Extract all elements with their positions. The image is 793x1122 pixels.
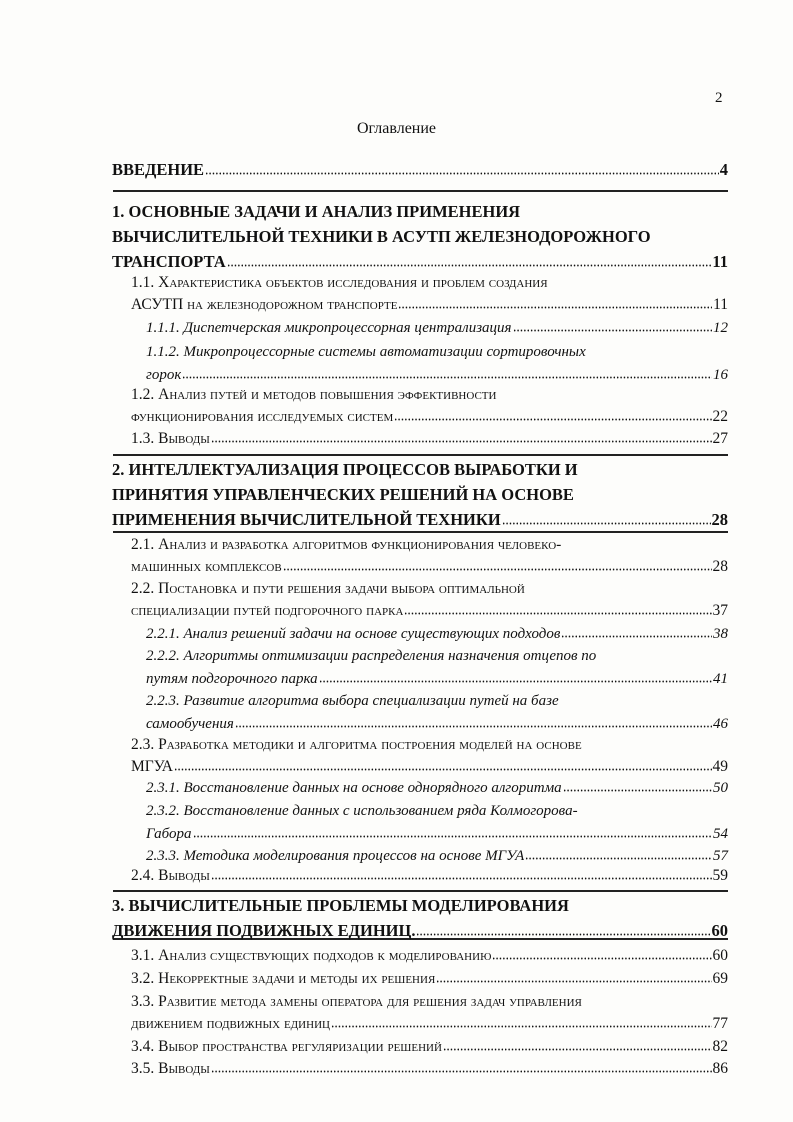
- toc-chapter[interactable]: [112, 893, 728, 943]
- dot-leader: [502, 513, 711, 525]
- toc-section[interactable]: [131, 428, 728, 450]
- toc-entry-final-line: [112, 918, 728, 943]
- toc-entry-text: АСУТП на железнодорожном транспорте: [131, 296, 398, 313]
- toc-page-number: 49: [712, 758, 728, 775]
- toc-subsection[interactable]: [146, 690, 728, 735]
- toc-entry-final-line: [146, 777, 728, 800]
- toc-entry-text: 3.5. Выводы: [131, 1060, 210, 1077]
- toc-page-number: 27: [712, 430, 728, 447]
- toc-entry-final-line: [112, 507, 728, 532]
- toc-entry-text: движением подвижных единиц: [131, 1015, 330, 1032]
- toc-entry-final-line: [131, 865, 728, 887]
- toc-entry-text: 3.4. Выбор пространства регуляризации решений: [131, 1038, 442, 1055]
- toc-page-number: 37: [712, 602, 728, 619]
- toc-entry-text: ПРИМЕНЕНИЯ ВЫЧИСЛИТЕЛЬНОЙ ТЕХНИКИ: [112, 510, 501, 529]
- dot-leader: [211, 869, 712, 880]
- toc-entry-final-line: [146, 823, 728, 846]
- dot-leader: [436, 972, 711, 983]
- toc-entry-final-line: [131, 1058, 728, 1080]
- toc-page-number: 38: [713, 626, 728, 642]
- dot-leader: [561, 628, 712, 639]
- toc-entry-text: МГУА: [131, 758, 173, 775]
- toc-entry-final-line: [146, 623, 728, 646]
- toc-section[interactable]: [131, 945, 728, 967]
- toc-entry-text: 2.3.3. Методика моделирования процессов на основе МГУА: [146, 848, 525, 864]
- toc-entry-text: ТРАНСПОРТА: [112, 252, 226, 271]
- toc-entry-final-line: [131, 428, 728, 450]
- toc-page-number: 60: [712, 947, 728, 964]
- toc-section[interactable]: [131, 865, 728, 887]
- toc-entry-text: 3.2. Некорректные задачи и методы их решения: [131, 970, 436, 987]
- dot-leader: [398, 298, 712, 309]
- dot-leader: [443, 1040, 712, 1051]
- toc-page-number: 11: [712, 252, 728, 271]
- toc-section[interactable]: [131, 1036, 728, 1058]
- dot-leader: [525, 850, 712, 861]
- toc-page-number: 60: [711, 921, 728, 940]
- toc-entry-text: 3.1. Анализ существующих подходов к моделированию: [131, 947, 492, 964]
- toc-entry-final-line: [146, 668, 728, 691]
- toc-section[interactable]: [131, 578, 728, 622]
- toc-page-number: 86: [712, 1060, 728, 1077]
- toc-entry-text: ПРИНЯТИЯ УПРАВЛЕНЧЕСКИХ РЕШЕНИЙ НА ОСНОВЕ: [112, 485, 574, 504]
- toc-page-number: 16: [713, 366, 728, 383]
- toc-entry-final-line: [146, 713, 728, 736]
- toc-entry-text: самообучения: [146, 715, 234, 732]
- toc-section[interactable]: [131, 272, 728, 316]
- toc-entry-text: 2.4. Выводы: [131, 867, 210, 884]
- toc-entry-text: ВЫЧИСЛИТЕЛЬНОЙ ТЕХНИКИ В АСУТП ЖЕЛЕЗНОДОРОЖНОГО: [112, 227, 651, 246]
- dot-leader: [492, 949, 711, 960]
- toc-section[interactable]: [131, 1058, 728, 1080]
- toc-page-number: 54: [713, 825, 728, 842]
- toc-page-number: 50: [713, 780, 728, 796]
- toc-entry-text: ВВЕДЕНИЕ: [112, 160, 205, 179]
- toc-entry-final-line: [146, 317, 728, 340]
- toc-entry-final-line: [131, 968, 728, 990]
- toc-entry-text: 1. ОСНОВНЫЕ ЗАДАЧИ И АНАЛИЗ ПРИМЕНЕНИЯ: [112, 202, 521, 221]
- dot-leader: [283, 560, 712, 571]
- toc-chapter[interactable]: [112, 157, 728, 182]
- toc-subsection[interactable]: [146, 645, 728, 690]
- dot-leader: [563, 782, 712, 793]
- toc-page-number: 57: [713, 848, 728, 864]
- toc-section[interactable]: [131, 968, 728, 990]
- toc-entry-final-line: [131, 1013, 728, 1035]
- toc-entry-text: 2. ИНТЕЛЛЕКТУАЛИЗАЦИЯ ПРОЦЕССОВ ВЫРАБОТКИ И: [112, 460, 578, 479]
- toc-chapter[interactable]: [112, 457, 728, 532]
- toc-subsection[interactable]: [146, 777, 728, 800]
- toc-entry-text: 2.3.1. Восстановление данных на основе однорядного алгоритма: [146, 780, 562, 796]
- toc-entry-text: 1.3. Выводы: [131, 430, 210, 447]
- toc-entry-text: 2.2.2. Алгоритмы оптимизации распределения назначения отцепов по: [146, 648, 597, 664]
- toc-page-number: 28: [711, 510, 728, 529]
- toc-entry-text: функционирования исследуемых систем: [131, 408, 394, 425]
- toc-section[interactable]: [131, 384, 728, 428]
- toc-section[interactable]: [131, 534, 728, 578]
- dot-leader: [174, 760, 712, 771]
- toc-entry-text: 2.2.3. Развитие алгоритма выбора специализации путей на базе: [146, 693, 559, 709]
- toc-page-number: 4: [719, 160, 728, 179]
- toc-entry-text: путям подгорочного парка: [146, 670, 318, 687]
- dot-leader: [211, 432, 712, 443]
- dot-leader: [182, 368, 712, 379]
- dot-leader: [205, 163, 719, 175]
- toc-entry-final-line: [131, 1036, 728, 1058]
- toc-entry-text: 2.1. Анализ и разработка алгоритмов функционирования человеко-: [131, 536, 562, 553]
- toc-subsection[interactable]: [146, 341, 728, 386]
- toc-entry-text: ДВИЖЕНИЯ ПОДВИЖНЫХ ЕДИНИЦ.: [112, 921, 416, 940]
- toc-entry-final-line: [131, 756, 728, 778]
- dot-leader: [404, 604, 711, 615]
- toc-page-number: 11: [713, 296, 728, 313]
- toc-page-number: 59: [712, 867, 728, 884]
- toc-entry-text: 2.2. Постановка и пути решения задачи выбора оптимальной: [131, 580, 525, 597]
- toc-entry-text: Габора: [146, 825, 192, 842]
- toc-entry-final-line: [131, 294, 728, 316]
- toc-section[interactable]: [131, 734, 728, 778]
- toc-page-number: 22: [712, 408, 728, 425]
- toc-entry-text: 1.1.1. Диспетчерская микропроцессорная централизация: [146, 320, 512, 336]
- toc-entry-final-line: [112, 157, 728, 182]
- toc-entry-final-line: [131, 945, 728, 967]
- toc-entry-text: 1.1.2. Микропроцессорные системы автоматизации сортировочных: [146, 344, 586, 360]
- toc-page-number: 82: [712, 1038, 728, 1055]
- toc-page-number: 41: [713, 670, 728, 687]
- toc-entry-text: горок: [146, 366, 182, 383]
- toc-entry-final-line: [131, 600, 728, 622]
- toc-subsection[interactable]: [146, 800, 728, 845]
- dot-leader: [513, 322, 712, 333]
- toc-entry-final-line: [112, 249, 728, 274]
- toc-entry-text: машинных комплексов: [131, 558, 282, 575]
- toc-subsection[interactable]: [146, 623, 728, 646]
- toc-page-number: 12: [713, 320, 728, 336]
- toc-entry-text: специализации путей подгорочного парка: [131, 602, 404, 619]
- toc-entry-final-line: [131, 556, 728, 578]
- toc-entry-text: 2.3. Разработка методики и алгоритма построения моделей на основе: [131, 736, 582, 753]
- toc-entry-text: 3. ВЫЧИСЛИТЕЛЬНЫЕ ПРОБЛЕМЫ МОДЕЛИРОВАНИЯ: [112, 896, 569, 915]
- toc-heading: Оглавление: [356, 120, 437, 137]
- toc-subsection[interactable]: [146, 317, 728, 340]
- dot-leader: [331, 1017, 712, 1028]
- section-divider: [113, 190, 728, 192]
- toc-entry-text: 1.2. Анализ путей и методов повышения эффективности: [131, 386, 497, 403]
- toc-section[interactable]: [131, 991, 728, 1035]
- toc-page-number: 46: [713, 715, 728, 732]
- dot-leader: [416, 924, 710, 936]
- dot-leader: [319, 672, 712, 683]
- toc-entry-final-line: [131, 406, 728, 428]
- section-divider: [113, 454, 728, 456]
- section-divider: [113, 890, 728, 892]
- dot-leader: [211, 1062, 712, 1073]
- dot-leader: [193, 827, 712, 838]
- toc-entry-text: 2.2.1. Анализ решений задачи на основе существующих подходов: [146, 626, 561, 642]
- dot-leader: [227, 255, 712, 267]
- toc-entry-text: 2.3.2. Восстановление данных с использованием ряда Колмогорова-: [146, 803, 578, 819]
- toc-entry-text: 1.1. Характеристика объектов исследования и проблем создания: [131, 274, 548, 291]
- dot-leader: [235, 717, 712, 728]
- toc-entry-text: 3.3. Развитие метода замены оператора для решения задач управления: [131, 993, 582, 1010]
- toc-chapter[interactable]: [112, 199, 728, 274]
- toc-page-number: 77: [712, 1015, 728, 1032]
- dot-leader: [394, 410, 711, 421]
- toc-page-number: 69: [712, 970, 728, 987]
- toc-page-number: 28: [712, 558, 728, 575]
- page-number: 2: [715, 90, 723, 106]
- toc-entry-final-line: [146, 364, 728, 387]
